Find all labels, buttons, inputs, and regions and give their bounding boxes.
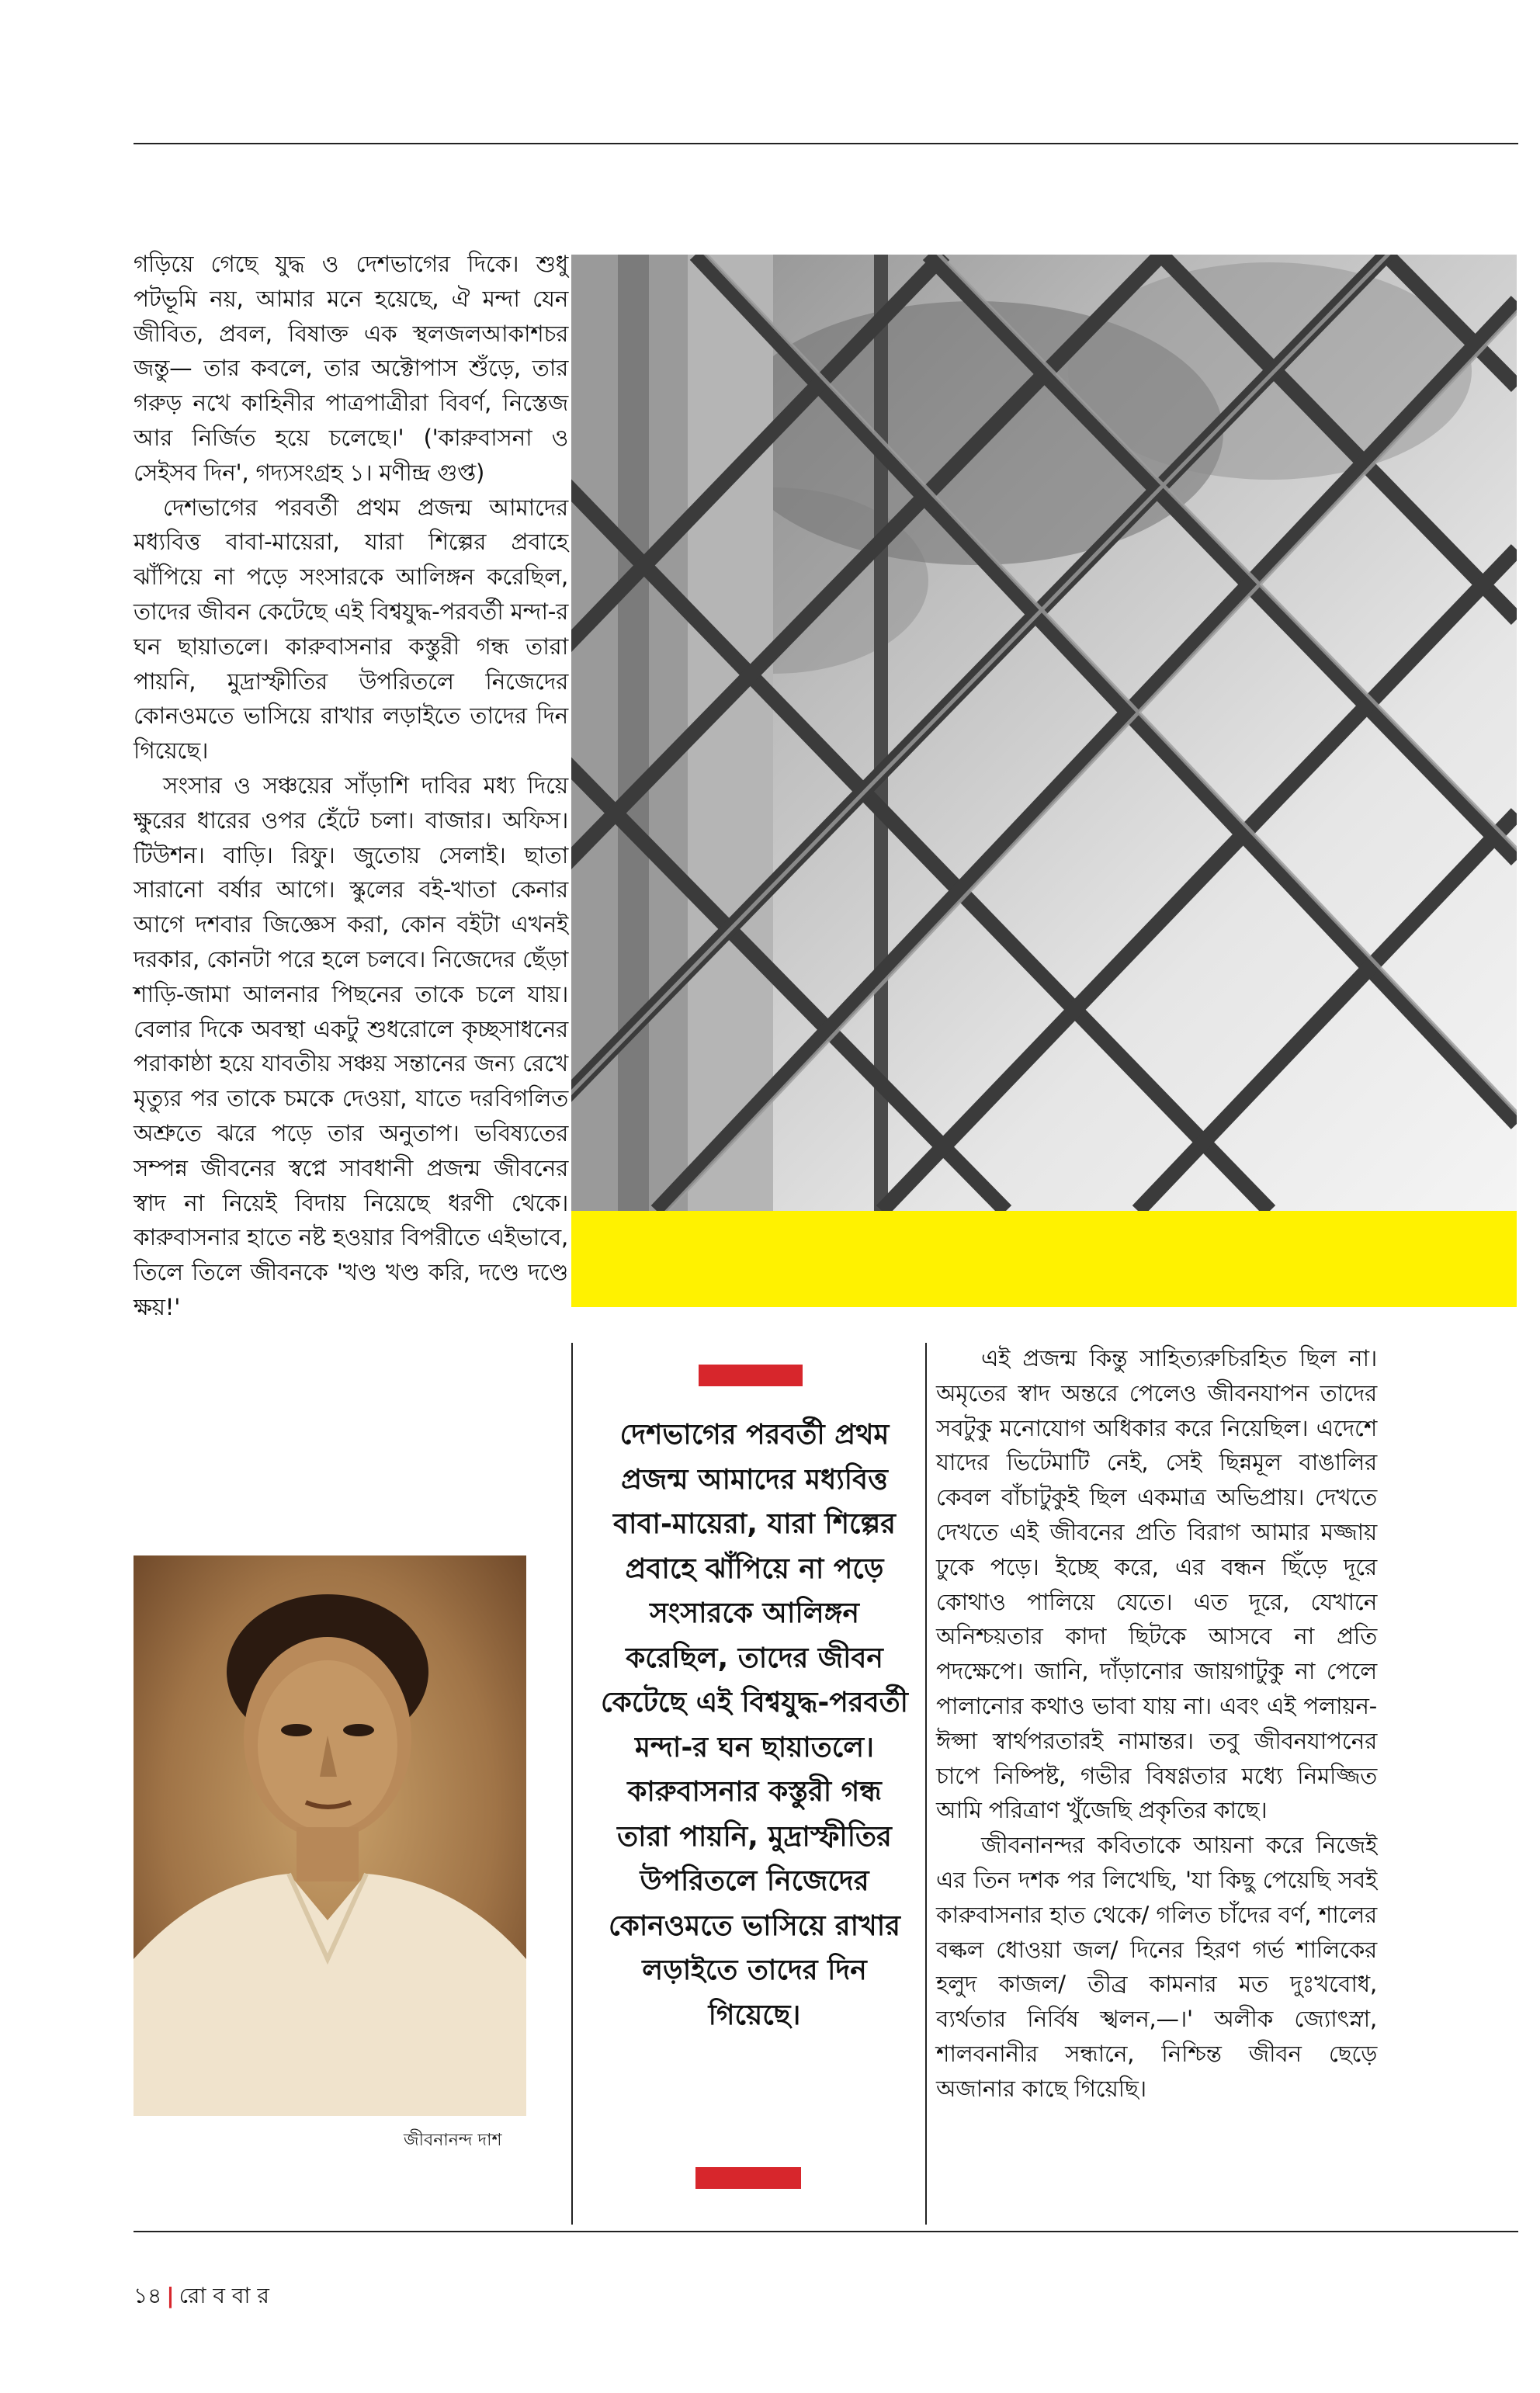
paragraph: জীবনানন্দর কবিতাকে আয়না করে নিজেই এর তিন দশক পর লিখেছি, 'যা কিছু পেয়েছি সবই কারুবাসনার হাত থেকে/ গলিত চাঁদের বর্ণ, শালের বল্কল ধোওয়া জল/ দিনের হিরণ গর্ভ শালিকের হলুদ কাজল/ তীব্র কামনার মত দুঃখবোধ, ব্যর্থতার নির্বিষ স্খলন,—।' অলীক জ্যোৎস্না, শালবনানীর সন্ধানে, নিশ্চিন্ত জীবন ছেড়ে অজানার কাছে গিয়েছি। bbox=[936, 1832, 1377, 2102]
quote-top-bar bbox=[699, 1365, 803, 1386]
footer-divider: | bbox=[166, 2283, 175, 2308]
paragraph: সংসার ও সঞ্চয়ের সাঁড়াশি দাবির মধ্য দিয়ে ক্ষুরের ধারের ওপর হেঁটে চলা। বাজার। অফিস। টিউশন। বাড়ি। রিফু। জুতোয় সেলাই। ছাতা সারানো বর্ষার আগে। স্কুলের বই-খাতা কেনার আগে দশবার জিজ্ঞেস করা, কোন বইটা এখনই দরকার, কোনটা পরে হলে চলবে। নিজেদের ছেঁড়া শাড়ি-জামা আলনার পিছনের তাকে চলে যায়। বেলার দিকে অবস্থা একটু শুধরোলে কৃচ্ছসাধনের পরাকাষ্ঠা হয়ে যাবতীয় সঞ্চয় সন্তানের জন্য রেখে মৃত্যুর পর তাকে চমকে দেওয়া, যাতে দরবিগলিত অশ্রুতে ঝরে পড়ে তার অনুতাপ। ভবিষ্যতের সম্পন্ন জীবনের স্বপ্নে সাবধানী প্রজন্ম জীবনের স্বাদ না নিয়েই বিদায় নিয়েছে ধরণী থেকে। কারুবাসনার হাতে নষ্ট হওয়ার বিপরীতে এইভাবে, তিলে তিলে জীবনকে 'খণ্ড খণ্ড করি, দণ্ডে দণ্ডে ক্ষয়!' bbox=[134, 772, 568, 1320]
window-grille-photo bbox=[571, 255, 1517, 1211]
paragraph: দেশভাগের পরবর্তী প্রথম প্রজন্ম আমাদের মধ্যবিত্ত বাবা-মায়েরা, যারা শিল্পের প্রবাহে ঝাঁপিয়ে না পড়ে সংসারকে আলিঙ্গন করেছিল, তাদের জীবন কেটেছে এই বিশ্বযুদ্ধ-পরবর্তী মন্দা-র ঘন ছায়াতলে। কারুবাসনার কস্তুরী গন্ধ তারা পায়নি, মুদ্রাস্ফীতির উপরিতলে নিজেদের কোনওমতে ভাসিয়ে রাখার লড়াইতে তাদের দিন গিয়েছে। bbox=[134, 494, 568, 765]
right-column-text bbox=[936, 1341, 1377, 2107]
quote-bottom-bar bbox=[695, 2167, 801, 2189]
portrait-photo bbox=[134, 1555, 526, 2116]
left-column-text bbox=[134, 247, 568, 1325]
paragraph: গড়িয়ে গেছে যুদ্ধ ও দেশভাগের দিকে। শুধু পটভূমি নয়, আমার মনে হয়েছে, ঐ মন্দা যেন জীবিত, প্রবল, বিষাক্ত এক স্থলজলআকাশচর জন্তু— তার কবলে, তার অক্টোপাস শুঁড়ে, তার গরুড় নখে কাহিনীর পাত্রপাত্রীরা বিবর্ণ, নিস্তেজ আর নির্জিত হয়ে চলেছে।' ('কারুবাসনা ও সেইসব দিন', গদ্যসংগ্রহ ১। মণীন্দ্র গুপ্ত) bbox=[134, 251, 568, 486]
magazine-name: রো ব বা র bbox=[179, 2283, 269, 2308]
top-rule bbox=[134, 143, 1518, 144]
yellow-band bbox=[571, 1211, 1517, 1307]
pull-quote: দেশভাগের পরবর্তী প্রথম প্রজন্ম আমাদের মধ্যবিত্ত বাবা-মায়েরা, যারা শিল্পের প্রবাহে ঝাঁপিয়ে না পড়ে সংসারকে আলিঙ্গন করেছিল, তাদের জীবন কেটেছে এই বিশ্বযুদ্ধ-পরবর্তী মন্দা-র ঘন ছায়াতলে। কারুবাসনার কস্তুরী গন্ধ তারা পায়নি, মুদ্রাস্ফীতির উপরিতলে নিজেদের কোনওমতে ভাসিয়ে রাখার লড়াইতে তাদের দিন গিয়েছে। bbox=[601, 1419, 908, 2031]
column-divider-right bbox=[925, 1343, 927, 2225]
paragraph: এই প্রজন্ম কিন্তু সাহিত্যরুচিরহিত ছিল না। অমৃতের স্বাদ অন্তরে পেলেও জীবনযাপন তাদের সবটুকু মনোযোগ অধিকার করে নিয়েছিল। এদেশে যাদের ভিটেমাটি নেই, সেই ছিন্নমূল বাঙালির কেবল বাঁচাটুকুই ছিল একমাত্র অভিপ্রায়। দেখতে দেখতে এই জীবনের প্রতি বিরাগ আমার মজ্জায় ঢুকে পড়ে। ইচ্ছে করে, এর বন্ধন ছিঁড়ে দূরে কোথাও পালিয়ে যেতে। এত দূরে, যেখানে অনিশ্চয়তার কাদা ছিটকে আসবে না প্রতি পদক্ষেপে। জানি, দাঁড়ানোর জায়গাটুকু না পেলে পালানোর কথাও ভাবা যায় না। এবং এই পলায়ন-ঈপ্সা স্বার্থপরতারই নামান্তর। তবু জীবনযাপনের চাপে নিষ্পিষ্ট, গভীর বিষণ্ণতার মধ্যে নিমজ্জিত আমি পরিত্রাণ খুঁজেছি প্রকৃতির কাছে। bbox=[936, 1345, 1377, 1824]
page-footer bbox=[134, 2279, 269, 2315]
column-divider-left bbox=[571, 1343, 573, 2225]
portrait-caption: জীবনানন্দ দাশ bbox=[404, 2131, 502, 2150]
bottom-rule bbox=[134, 2231, 1518, 2232]
page-number: ১৪ bbox=[134, 2283, 162, 2308]
